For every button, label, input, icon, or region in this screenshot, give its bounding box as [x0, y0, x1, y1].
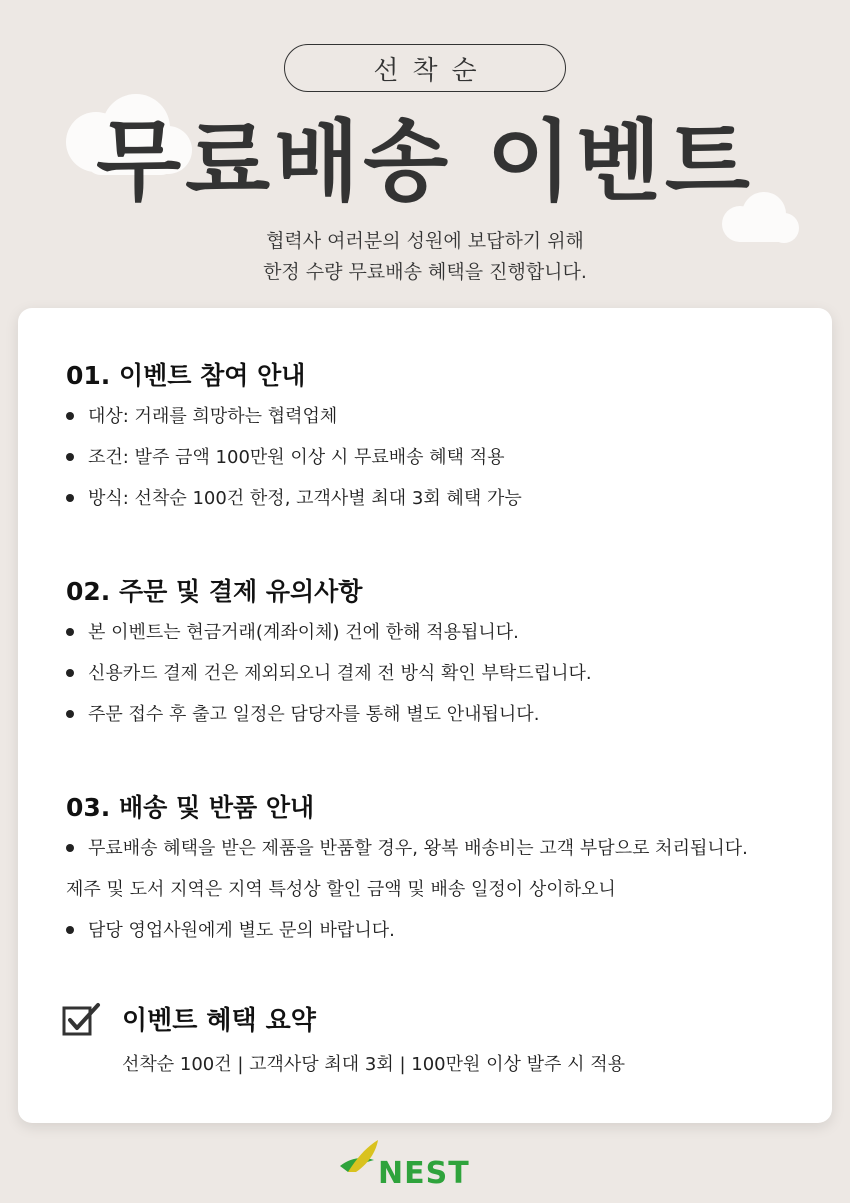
- section-title: 02. 주문 및 결제 유의사항: [66, 577, 363, 606]
- bullet-icon: [66, 844, 74, 852]
- list-item-text: 대상: 거래를 희망하는 협력업체: [88, 406, 338, 427]
- section-title: 01. 이벤트 참여 안내: [66, 361, 306, 390]
- summary-title: 이벤트 혜택 요약: [122, 1006, 316, 1036]
- bullet-icon: [66, 412, 74, 420]
- info-card: [18, 308, 832, 1123]
- subtitle-line: 한정 수량 무료배송 혜택을 진행합니다.: [263, 261, 587, 283]
- first-come-badge: [284, 44, 566, 92]
- bullet-icon: [66, 453, 74, 461]
- list-item: [88, 834, 748, 864]
- page-title: 무료배송 이벤트: [96, 110, 754, 213]
- list-item-text: 방식: 선착순 100건 한정, 고객사별 최대 3회 혜택 가능: [88, 488, 522, 509]
- badge-label: 선착순: [373, 55, 491, 86]
- list-item-text: 담당 영업사원에게 별도 문의 바랍니다.: [88, 920, 395, 941]
- list-item-text: 무료배송 혜택을 받은 제품을 반품할 경우, 왕복 배송비는 고객 부담으로 처리됩니다.: [88, 838, 748, 859]
- bullet-icon: [66, 926, 74, 934]
- list-item: [88, 402, 338, 432]
- list-item-continuation: [66, 875, 616, 905]
- list-item-text: 신용카드 결제 건은 제외되오니 결제 전 방식 확인 부탁드립니다.: [88, 663, 592, 684]
- list-item: [88, 618, 519, 648]
- list-item-text: 제주 및 도서 지역은 지역 특성상 할인 금액 및 배송 일정이 상이하오니: [66, 879, 616, 900]
- checkbox-check-icon: [62, 1002, 102, 1038]
- list-item: [88, 443, 505, 473]
- list-item: [88, 659, 592, 689]
- summary-text: 선착순 100건 | 고객사당 최대 3회 | 100만원 이상 발주 시 적용: [122, 1054, 625, 1075]
- list-item-text: 본 이벤트는 현금거래(계좌이체) 건에 한해 적용됩니다.: [88, 622, 519, 643]
- brand-logo-text: NEST: [378, 1156, 470, 1191]
- bullet-icon: [66, 669, 74, 677]
- list-item-text: 주문 접수 후 출고 일정은 담당자를 통해 별도 안내됩니다.: [88, 704, 540, 725]
- list-item: [88, 700, 540, 730]
- bullet-icon: [66, 628, 74, 636]
- list-item: [88, 916, 395, 946]
- list-item: [88, 484, 522, 514]
- bullet-icon: [66, 494, 74, 502]
- list-item-text: 조건: 발주 금액 100만원 이상 시 무료배송 혜택 적용: [88, 447, 505, 468]
- subtitle-line: 협력사 여러분의 성원에 보답하기 위해: [266, 230, 584, 252]
- bullet-icon: [66, 710, 74, 718]
- page-subtitle: [0, 226, 850, 288]
- section-title: 03. 배송 및 반품 안내: [66, 793, 315, 822]
